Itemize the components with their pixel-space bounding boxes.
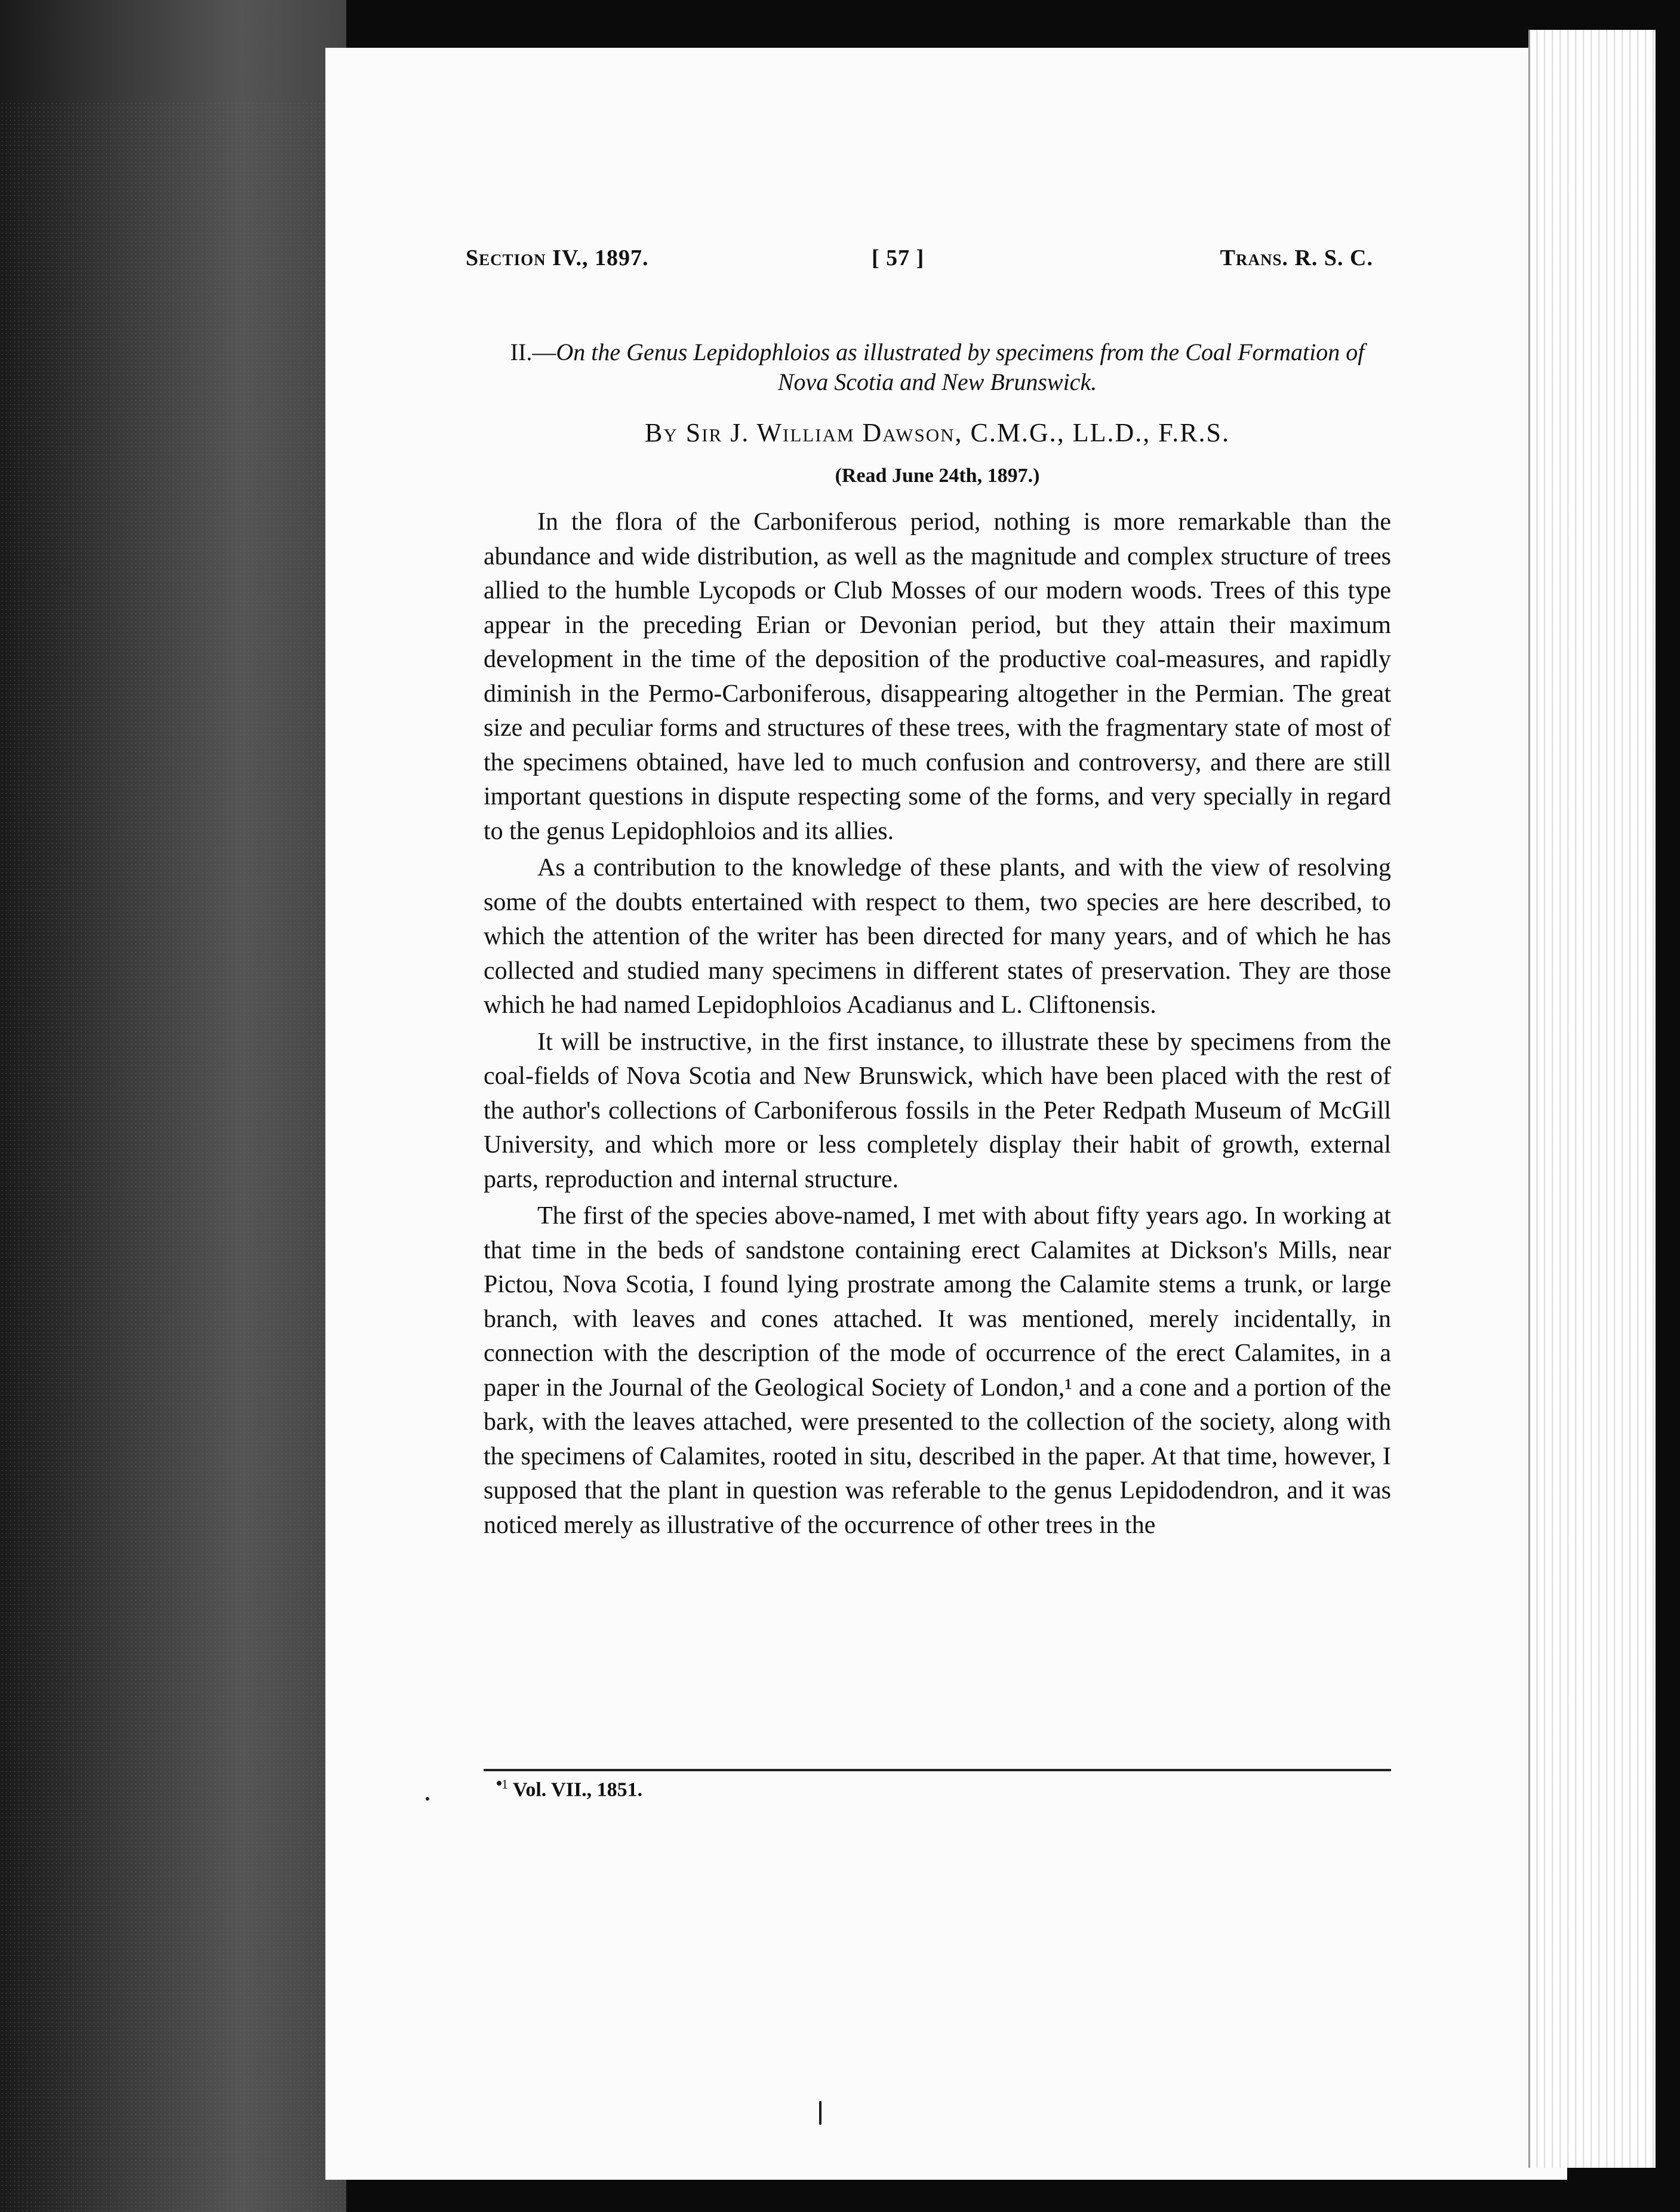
paragraph-1: In the flora of the Carboniferous period, nothing is more remarkable than the abundance and wide distribution, as well as the magnitude and complex structure of trees allied to the humble Lycopods or Club Mosses of our modern woods. Trees of this type appear in the preceding Erian or Devonian period, but they attain their maximum development in the time of the deposition of the productive coal-measures, and rapidly diminish in the Permo-Carboniferous, disappearing altogether in the Permian. The great size and peculiar forms and structures of these trees, with the fragmentary state of most of the specimens obtained, have led to much confusion and controversy, and there are still important questions in dispute respecting some of the forms, and very specially in regard to the genus Lepidophloios and its allies.	[484, 508, 1391, 845]
footnote	[501, 1777, 642, 1801]
article-body	[484, 337, 1391, 1543]
footnote-text: Vol. VII., 1851.	[512, 1778, 643, 1801]
paragraph-2: As a contribution to the knowledge of these plants, and with the view of resolving some of the doubts entertained with respect to them, two species are here described, to which the attention of the writer has been directed for many years, and of which he has collected and studied many specimens in different states of preservation. They are those which he had named Lepidophloios Acadianus and L. Cliftonensis.	[484, 854, 1391, 1019]
footnote-rule	[484, 1769, 1391, 1771]
author-line: By Sir J. William Dawson, C.M.G., LL.D., F.R.S.	[644, 418, 1230, 447]
read-date: (Read June 24th, 1897.)	[835, 465, 1040, 487]
binding-texture	[0, 102, 346, 2212]
running-head	[466, 245, 1373, 275]
article-title-text: On the Genus Lepidophloios as illustrated by specimens from the Coal Formation of Nova Scotia and New Brunswick.	[556, 339, 1365, 395]
scan-speck	[426, 1797, 429, 1801]
footnote-marker: 1	[501, 1777, 508, 1792]
running-head-section: Section IV., 1897.	[466, 245, 649, 271]
running-head-journal: Trans. R. S. C.	[1220, 245, 1373, 271]
scan-speck	[819, 2101, 821, 2125]
article-number: II.—	[510, 339, 556, 365]
paragraph-3: It will be instructive, in the first instance, to illustrate these by specimens from the coal-fields of Nova Scotia and New Brunswick, which have been placed with the rest of the author's collections of Carboniferous fossils in the Peter Redpath Museum of McGill University, and which more or less completely display their habit of growth, external parts, reproduction and internal structure.	[484, 1028, 1391, 1193]
page-number: [ 57 ]	[872, 245, 925, 271]
page-edges	[1528, 30, 1656, 2168]
paragraph-4: The first of the species above-named, I met with about fifty years ago. In working at that time in the beds of sandstone containing erect Calamites at Dickson's Mills, near Pictou, Nova Scotia, I found lying prostrate among the Calamite stems a trunk, or large branch, with leaves and cones attached. It was mentioned, merely incidentally, in connection with the description of the mode of occurrence of the erect Calamites, in a paper in the Journal of the Geological Society of London,¹ and a cone and a portion of the bark, with the leaves attached, were presented to the collection of the society, along with the specimens of Calamites, rooted in situ, described in the paper. At that time, however, I supposed that the plant in question was referable to the genus Lepidodendron, and it was noticed merely as illustrative of the occurrence of other trees in the	[484, 1202, 1391, 1539]
scan-speck	[497, 1781, 501, 1786]
article-title	[484, 337, 1391, 397]
